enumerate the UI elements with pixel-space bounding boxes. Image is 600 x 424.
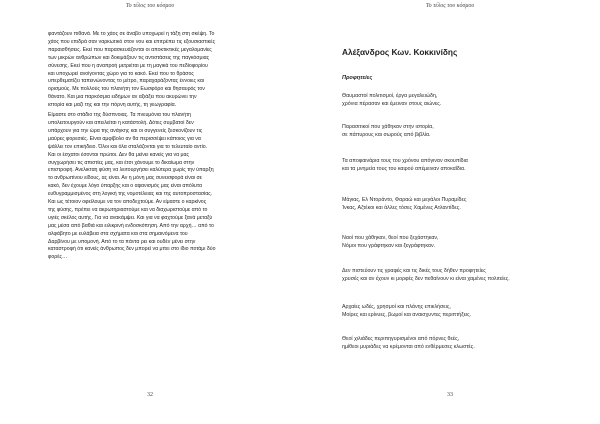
verse-line: χρυσές και αν έχουν κι μορφές δεν πεθαίνουν κι είναι χαμένες πολιτείες. bbox=[342, 276, 510, 283]
text-line: ορισμούς. Με πολλούς του πλανήτη τον Εωσφόρο και θησαυρός τον bbox=[48, 86, 205, 93]
verse-line: χρόνια πέρασαν και έμειναν στους αιώνες. bbox=[342, 101, 442, 108]
stanza bbox=[342, 267, 510, 284]
page-number-right: 33 bbox=[447, 392, 453, 398]
text-line: σύνεσης. Εκεί που η αναπροή μετριέται με τη μαγικά του πεδίοφορίου bbox=[48, 62, 208, 69]
running-head-left: Το τέλος του κόσμου bbox=[125, 3, 175, 9]
verse-line: Δεν πιστεύουν τις γραφές και τις δικές τους δήθεν προφητείες bbox=[342, 268, 486, 274]
text-line: καταστροφή ότι κανείς άνθρωπος δεν μπορεί να μπει στο ίδιο ποτάμι δύο bbox=[48, 246, 216, 253]
verse-line: Ίνκας, Αζτέκοι και άλλες τόσες Χαμένες Ατλαντίδες. bbox=[342, 205, 461, 212]
page-number-left: 32 bbox=[147, 392, 153, 398]
verse-line: Μοίρες και ερίνυες, βωμοί και αναισχυντες περιπτήξεις. bbox=[342, 312, 472, 319]
stanza bbox=[342, 123, 434, 140]
verse-line: Μάγιας, Ελ Ντοράντο, Φαραώ και μεγάλοι Πυραμίδες bbox=[342, 197, 467, 203]
verse-line: Παρασιτικοί που χάθηκαν στην ιστορία, bbox=[342, 124, 434, 130]
text-line: συγχωρήσει τις απιστίες μας, και έτσι χάνουμε το δικαίωμα στην bbox=[48, 159, 195, 166]
verse-line: ημίθεοι μυριάδες να κρέμονται από ενθέρμεσες κλωστές. bbox=[342, 344, 475, 351]
text-line: ιστορία και μαζί της και την πόρνη αυτής, τη γεωγραφία. bbox=[48, 102, 177, 109]
text-line: υγιές σκέλος αυτής. Για να ανακάμψει. Και για να φαχτούμε ξανά μεταξύ bbox=[48, 214, 213, 221]
text-line: χάος που επιδρά σαν ναρκωτικό στον νου και επιτρέπει τις εξουσιαστικές bbox=[48, 38, 216, 45]
verse-line: Θαυμαστοί πολιτισμοί, έργα μεγαλειώδη, bbox=[342, 93, 438, 99]
text-line: υπολειτουργούν και απειλείται η κατάστολή. Δότες συμβατοί δεν bbox=[48, 119, 194, 126]
verse-line: Ναοί που χάθηκαν, θεοί που ξεχάστηκαν, bbox=[342, 235, 439, 241]
text-line: υπάρχουν για την ώρα της ανάγκης και οι συγγενείς ξεσκονίζουν τις bbox=[48, 127, 203, 134]
verse-line: και τα μνημεία τους του καιρού απέμειναν αποκαΐδια. bbox=[342, 166, 466, 173]
verse-line: Τα αποφαινάρια τους του χρόνου απόγιναν σκουπίδια bbox=[342, 158, 468, 164]
text-line: και υποχωρεί ανοίγοντας χώρο για το κακό. Εκεί που το θράσος bbox=[48, 70, 194, 77]
verse-line: Θεοί χιλιάδες περιπηγυρισμένοι από πόρνες θεές, bbox=[342, 336, 460, 342]
verse-line: Νόμοι που γράφτηκαν και ξεγράφτηκαν. bbox=[342, 243, 436, 250]
text-line: Και ως τέτοιον οφείλουμε να τον αποδεχτούμε. Αν είμαστε ο καρκίνος bbox=[48, 199, 207, 206]
text-line: φορές… bbox=[48, 254, 68, 261]
stanza bbox=[342, 196, 466, 213]
text-line: παραισθήσεις. Εκεί που παρασκευάζονται οι αποκτικτικές μεγαλομανίες bbox=[48, 46, 212, 53]
verse-line: Αρχαίες ωδές, χρησμοί και πλάνης επικλήσεις, bbox=[342, 304, 451, 310]
text-line: κακό, δεν έχουμε λόγο ύπαρξης και ο αφανισμός μας είναι απόλυτα bbox=[48, 183, 202, 190]
text-line: υπερθεματίζει ταπεινώνοντας το μέτρο, παραχαράζοντας έννοιες και bbox=[48, 78, 205, 85]
text-line: μαύρες φορεσιές. Είναι αμφίβολο αν θα περισσέψει κάποιος για να bbox=[48, 135, 201, 142]
text-line: των μικρών ανθρώπων και δοκιμάζουν τις αντιστάσεις της παγκόσμιας bbox=[48, 54, 210, 61]
text-line: αλφάβητο με ευλάβεια στα σχήματα και στα σημαινόμενα του bbox=[48, 230, 188, 237]
stanza bbox=[342, 157, 468, 174]
text-line: Και οι έσχατοι έσονται πρώτοι. Δεν θα μείνει κανείς για να μας bbox=[48, 151, 190, 158]
essay-text bbox=[48, 31, 274, 262]
verse-line: σε πάπυρους και σωρούς από βιβλία. bbox=[342, 132, 431, 139]
text-line: το ανθρωπίνου είδους, ας είναι. Αν η μόνη μας συνεισφορά είναι σε bbox=[48, 175, 202, 182]
right-page bbox=[300, 0, 600, 424]
stanza bbox=[342, 234, 439, 251]
author-title: Αλέξανδρος Κων. Κοκκινίδης bbox=[342, 47, 458, 57]
stanza bbox=[342, 335, 475, 352]
running-head-right: Το τέλος του κόσμου bbox=[425, 3, 475, 9]
text-line: μας μέσα από βαθιά και ειλικρινή ενδοσκόπηση. Από την αρχή… από το bbox=[48, 222, 214, 229]
text-line: ψάλλει τον επικήδειο. Όλοι και όλα σταλάζονται για το τελευταίο αντίο. bbox=[48, 143, 208, 150]
text-line: Δαρβίνου με υπομονή. Από το τα πάντα ρει και ουδέν μένει στην bbox=[48, 238, 196, 245]
stanza bbox=[342, 303, 471, 320]
text-line: θάνατο. Και μια παρκόσμια ειδήμων αν αξιάξει που ακυρώνει την bbox=[48, 94, 197, 101]
text-line: φαντάζουν πιθανά. Με το χάος σε άναβο υποχωρεί η τάξη στη σκέψη. Το bbox=[48, 31, 215, 37]
text-line: ευθυγραμμισμένος στη λογική της νομοτέλειας και της αυτοπροστασίας. bbox=[48, 191, 213, 198]
stanza bbox=[342, 92, 441, 109]
poem-title: Προφητείες bbox=[342, 75, 373, 81]
text-line: της φύσης, πρέπει να ακρωτηριαστούμε και να διαχωριστούμε από το bbox=[48, 206, 208, 213]
text-line: Είμαστε στο στάδιο της δύσπνοιας. Τα πνευμόνια του πλανήτη bbox=[48, 112, 192, 119]
text-line: επιστροφή. Ανελικταη φύση να λειτουργήσει καλύτερα χωρίς την ύπαρξη bbox=[48, 167, 214, 174]
